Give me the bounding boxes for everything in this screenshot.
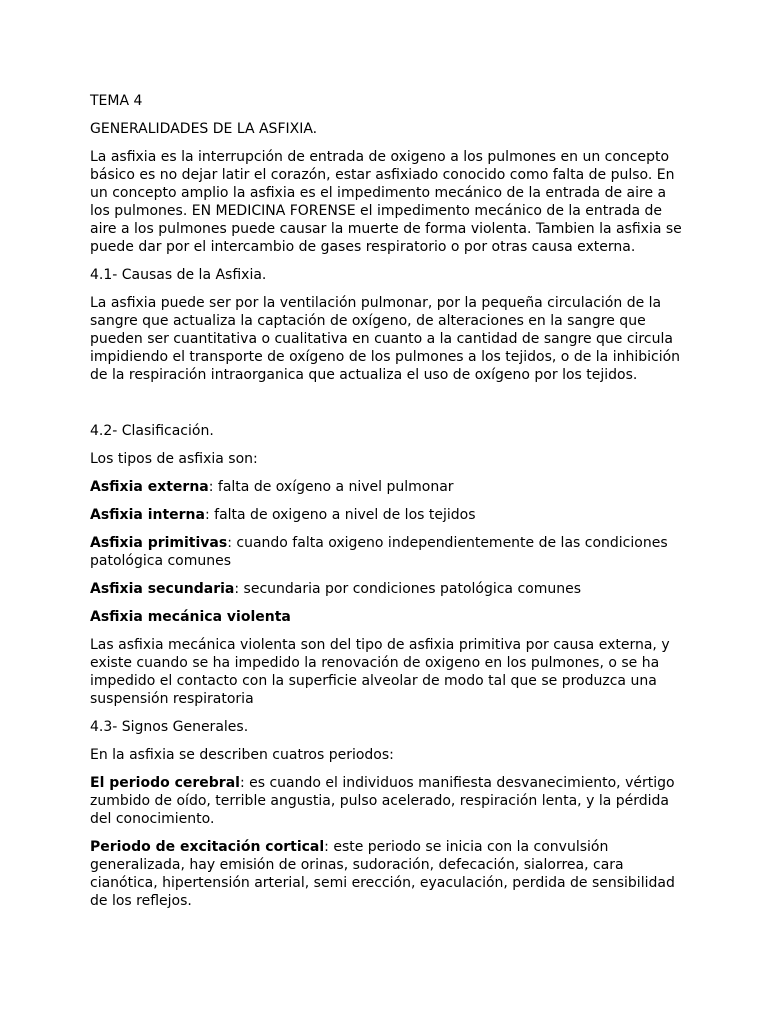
type-term: Asfixia mecánica violenta [90, 609, 291, 625]
type-item-external [90, 478, 682, 496]
topic-number: TEMA 4 [90, 93, 143, 109]
causes-paragraph: La asfixia puede ser por la ventilación pulmonar, por la pequeña circulación de la sangre que actualiza la captación de oxígeno, de alteraciones en la sangre que pueden ser cuantitativa o cualitativa en cuanto a la cantidad de sangre que circula impidiendo el transporte de oxígeno de los pulmones a los tejidos, o de la inhibición de la respiración intraorganica que actualiza el uso de oxígeno por los tejidos. [90, 295, 681, 383]
document-page [90, 92, 682, 920]
signs-intro: En la asfixia se describen cuatros periodos: [90, 747, 394, 763]
period-description: : este periodo se inicia con la convulsión generalizada, hay emisión de orinas, sudoración, defecación, sialorrea, cara cianótica, hipertensión arterial, semi erección, eyaculación, perdida de sensibilidad de los reflejos. [90, 839, 675, 909]
type-term: Asfixia externa [90, 479, 209, 495]
period-term: El periodo cerebral [90, 775, 240, 791]
mechanical-paragraph: Las asfixia mecánica violenta son del tipo de asfixia primitiva por causa externa, y existe cuando se ha impedido la renovación de oxigeno en los pulmones, o se ha impedido el contacto con la superficie alveolar de modo tal que se produzca una suspensión respiratoria [90, 637, 670, 707]
type-item-secondary [90, 580, 682, 598]
period-term: Periodo de excitación cortical [90, 839, 325, 855]
type-item-primitive [90, 534, 682, 570]
section-title-signs: 4.3- Signos Generales. [90, 719, 249, 735]
period-item-cortical [90, 838, 682, 910]
type-description: : secundaria por condiciones patológica comunes [234, 581, 582, 597]
type-description: : cuando falta oxigeno independientemente de las condiciones patológica comunes [90, 535, 668, 569]
type-term: Asfixia primitivas [90, 535, 228, 551]
document-heading: GENERALIDADES DE LA ASFIXIA. [90, 121, 318, 137]
section-title-classification: 4.2- Clasificación. [90, 423, 214, 439]
period-description: : es cuando el individuos manifiesta desvanecimiento, vértigo zumbido de oído, terrible angustia, pulso acelerado, respiración lenta, y la pérdida del conocimiento. [90, 775, 675, 827]
type-term: Asfixia interna [90, 507, 205, 523]
type-item-mechanical-violent [90, 608, 682, 626]
classification-intro: Los tipos de asfixia son: [90, 451, 258, 467]
blank-line [90, 394, 682, 422]
type-term: Asfixia secundaria [90, 581, 235, 597]
intro-paragraph: La asfixia es la interrupción de entrada de oxigeno a los pulmones en un concepto básico es no dejar latir el corazón, estar asfixiado conocido como falta de pulso. En un concepto amplio la asfixia es el impedimento mecánico de la entrada de aire a los pulmones. EN MEDICINA FORENSE el impedimento mecánico de la entrada de aire a los pulmones puede causar la muerte de forma violenta. Tambien la asfixia se puede dar por el intercambio de gases respiratorio o por otras causa externa. [90, 149, 682, 255]
type-item-internal [90, 506, 682, 524]
type-description: : falta de oxígeno a nivel pulmonar [208, 479, 454, 495]
section-title-causes: 4.1- Causas de la Asfixia. [90, 267, 267, 283]
type-description: : falta de oxigeno a nivel de los tejidos [204, 507, 476, 523]
period-item-cerebral [90, 774, 682, 828]
